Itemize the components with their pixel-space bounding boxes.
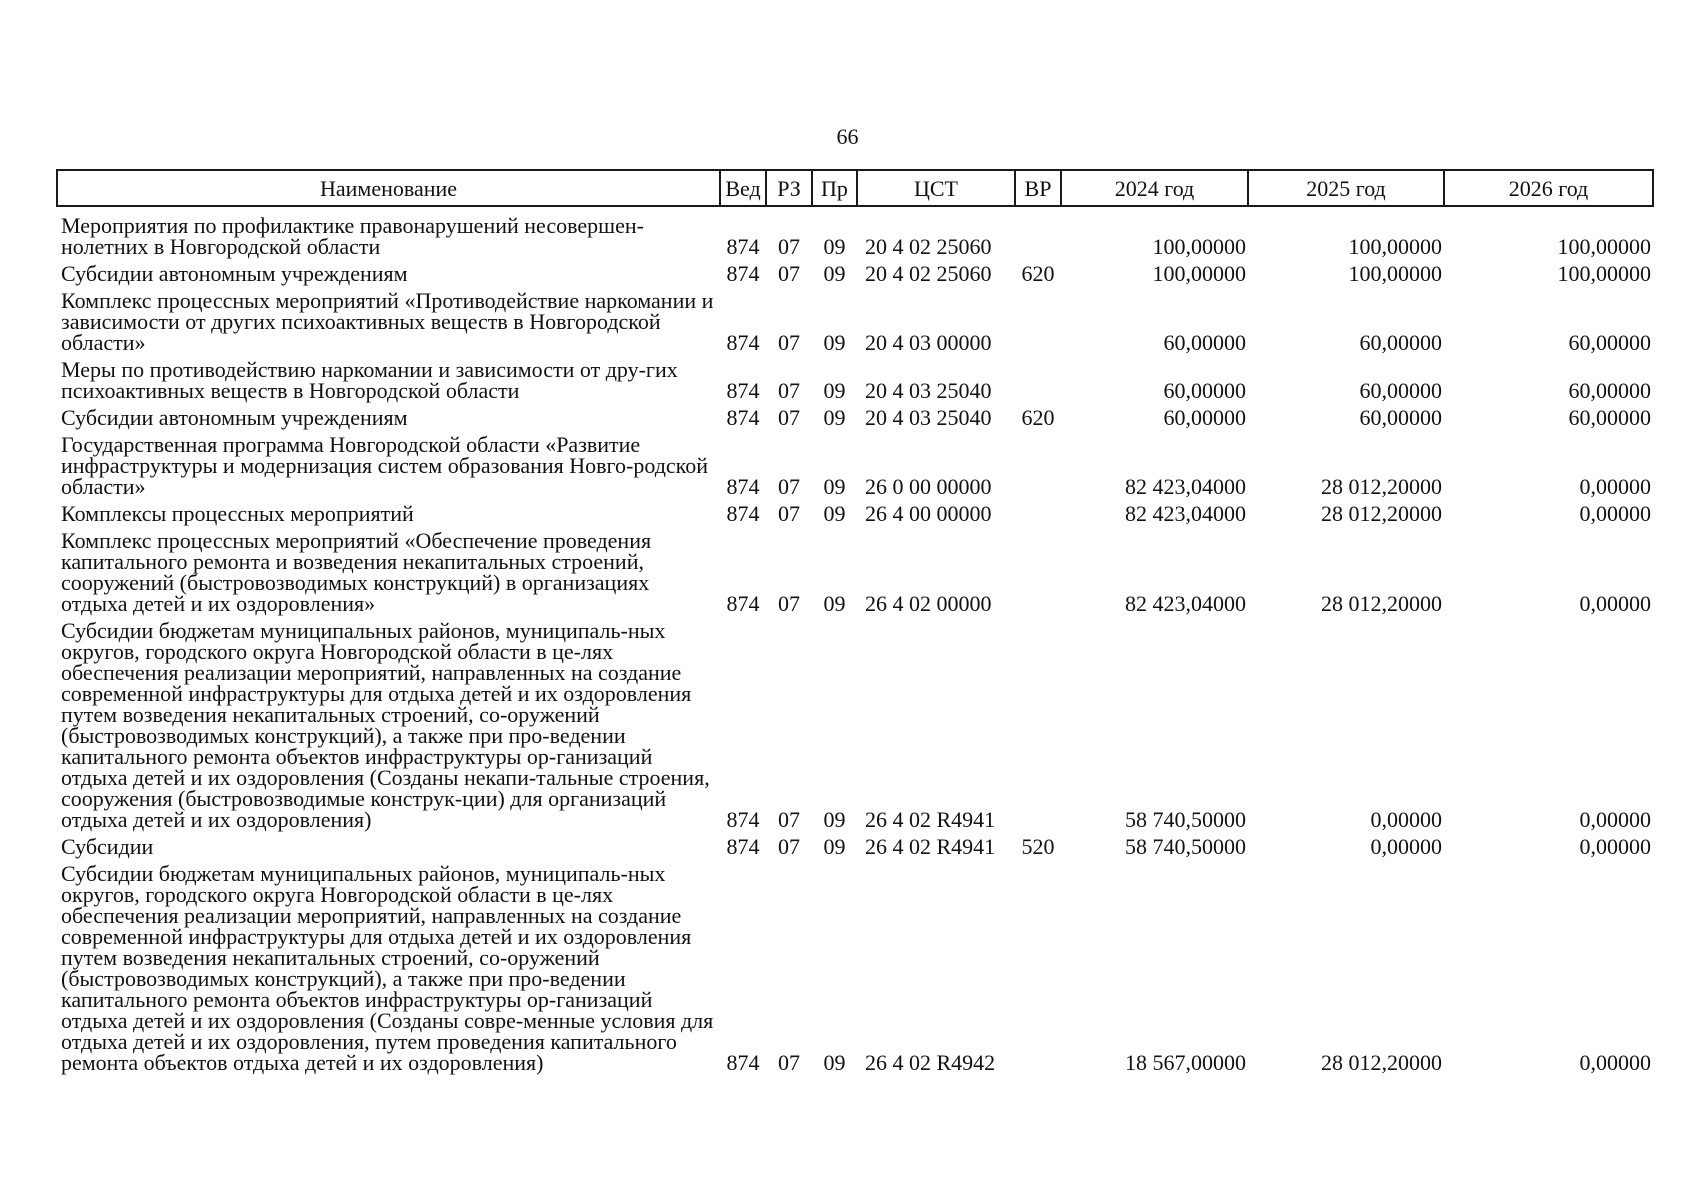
table-row	[57, 206, 1653, 257]
row-pr: 09	[823, 474, 846, 499]
row-2025: 28 012,20000	[1321, 474, 1442, 499]
table-row	[57, 257, 1653, 284]
row-2026: 0,00000	[1579, 834, 1651, 859]
row-pr: 09	[823, 234, 846, 259]
table-row	[57, 857, 1653, 1073]
row-2026: 0,00000	[1579, 474, 1651, 499]
table-row	[57, 428, 1653, 497]
header-2024: 2024 год	[1061, 170, 1248, 206]
row-name: Субсидии автономным учреждениям	[61, 261, 408, 286]
row-ved: 874	[726, 1050, 760, 1075]
row-2025: 60,00000	[1359, 378, 1442, 403]
row-2025: 28 012,20000	[1321, 591, 1442, 616]
table-header-row	[57, 170, 1653, 206]
row-rz: 07	[778, 834, 800, 859]
row-rz: 07	[778, 1050, 800, 1075]
row-vr	[1015, 428, 1061, 497]
row-rz: 07	[778, 261, 800, 286]
row-2026: 0,00000	[1579, 1050, 1651, 1075]
row-ved: 874	[726, 378, 760, 403]
row-vr	[1015, 284, 1061, 353]
table-row	[57, 830, 1653, 857]
row-2024: 60,00000	[1163, 378, 1246, 403]
table-row	[57, 401, 1653, 428]
row-vr	[1015, 524, 1061, 614]
header-vr: ВР	[1015, 170, 1061, 206]
row-cst: 26 4 00 00000	[865, 501, 992, 526]
row-cst: 26 4 02 R4941	[865, 834, 996, 859]
row-2024: 82 423,04000	[1125, 474, 1246, 499]
row-name: Субсидии бюджетам муниципальных районов, муниципаль-ных округов, городского округа Новгородской области в це-лях обеспечения реализации мероприятий, направленных на создание современной инфраструктуры для отдыха детей и их оздоровления путем возведения некапитальных строений, со-оружений (быстровозводимых конструкций), а также при про-ведении капитального ремонта объектов инфраструктуры ор-ганизаций отдыха детей и их оздоровления (Созданы совре-менные условия для отдыха детей и их оздоровления, путем проведения капитального ремонта объектов отдыха детей и их оздоровления)	[61, 861, 714, 1075]
row-2026: 60,00000	[1568, 378, 1651, 403]
row-cst: 20 4 03 25040	[865, 405, 992, 430]
row-vr	[1015, 497, 1061, 524]
row-2026: 100,00000	[1557, 234, 1651, 259]
row-ved: 874	[726, 834, 760, 859]
budget-table	[56, 169, 1654, 1073]
row-name: Субсидии бюджетам муниципальных районов, муниципаль-ных округов, городского округа Новгородской области в це-лях обеспечения реализации мероприятий, направленных на создание современной инфраструктуры для отдыха детей и их оздоровления путем возведения некапитальных строений, со-оружений (быстровозводимых конструкций), а также при про-ведении капитального ремонта объектов инфраструктуры ор-ганизаций отдыха детей и их оздоровления (Созданы некапи-тальные строения, сооружения (быстровозводимые конструк-ции) для организаций отдыха детей и их оздоровления)	[61, 618, 710, 832]
row-pr: 09	[823, 834, 846, 859]
row-pr: 09	[823, 1050, 846, 1075]
row-2025: 60,00000	[1359, 405, 1442, 430]
table-row	[57, 614, 1653, 830]
row-pr: 09	[823, 330, 846, 355]
row-ved: 874	[726, 234, 760, 259]
row-ved: 874	[726, 405, 760, 430]
table-row	[57, 353, 1653, 401]
row-2026: 60,00000	[1568, 405, 1651, 430]
header-name: Наименование	[57, 170, 720, 206]
row-ved: 874	[726, 261, 760, 286]
row-2024: 60,00000	[1163, 330, 1246, 355]
header-rz: РЗ	[766, 170, 812, 206]
header-pr: Пр	[812, 170, 857, 206]
row-vr	[1015, 614, 1061, 830]
row-2026: 0,00000	[1579, 591, 1651, 616]
row-pr: 09	[823, 591, 846, 616]
row-2024: 58 740,50000	[1125, 834, 1246, 859]
row-vr: 620	[1021, 261, 1055, 286]
row-pr: 09	[823, 405, 846, 430]
row-pr: 09	[823, 501, 846, 526]
row-name: Комплекс процессных мероприятий «Обеспечение проведения капитального ремонта и возведения некапитальных строений, сооружений (быстровозводимых конструкций) в организациях отдыха детей и их оздоровления»	[61, 528, 652, 616]
row-rz: 07	[778, 807, 800, 832]
row-ved: 874	[726, 501, 760, 526]
row-2025: 0,00000	[1370, 807, 1442, 832]
row-2025: 100,00000	[1348, 261, 1442, 286]
row-rz: 07	[778, 474, 800, 499]
row-cst: 20 4 02 25060	[865, 261, 992, 286]
header-2026: 2026 год	[1444, 170, 1653, 206]
row-rz: 07	[778, 405, 800, 430]
row-ved: 874	[726, 807, 760, 832]
row-rz: 07	[778, 330, 800, 355]
table-row	[57, 524, 1653, 614]
row-ved: 874	[726, 474, 760, 499]
row-rz: 07	[778, 501, 800, 526]
row-2024: 58 740,50000	[1125, 807, 1246, 832]
row-2026: 60,00000	[1568, 330, 1651, 355]
row-2025: 100,00000	[1348, 234, 1442, 259]
table-row	[57, 497, 1653, 524]
header-ved: Вед	[720, 170, 766, 206]
row-ved: 874	[726, 330, 760, 355]
row-name: Мероприятия по профилактике правонарушений несовершен-нолетних в Новгородской области	[61, 213, 644, 259]
row-pr: 09	[823, 378, 846, 403]
row-2024: 60,00000	[1163, 405, 1246, 430]
row-pr: 09	[823, 261, 846, 286]
header-cst: ЦСТ	[857, 170, 1015, 206]
row-pr: 09	[823, 807, 846, 832]
page-number: 66	[836, 124, 859, 149]
row-2024: 18 567,00000	[1125, 1050, 1246, 1075]
row-cst: 26 4 02 R4942	[865, 1050, 996, 1075]
row-cst: 26 0 00 00000	[865, 474, 992, 499]
row-vr: 520	[1021, 834, 1055, 859]
row-name: Субсидии	[61, 834, 154, 859]
header-2025: 2025 год	[1248, 170, 1444, 206]
row-2024: 82 423,04000	[1125, 501, 1246, 526]
row-rz: 07	[778, 378, 800, 403]
row-cst: 26 4 02 R4941	[865, 807, 996, 832]
row-cst: 26 4 02 00000	[865, 591, 992, 616]
row-2024: 100,00000	[1152, 234, 1246, 259]
row-2026: 0,00000	[1579, 501, 1651, 526]
row-ved: 874	[726, 591, 760, 616]
row-2025: 28 012,20000	[1321, 501, 1442, 526]
row-rz: 07	[778, 591, 800, 616]
row-name: Государственная программа Новгородской области «Развитие инфраструктуры и модернизация систем образования Новго-родской области»	[61, 432, 709, 499]
row-2026: 100,00000	[1557, 261, 1651, 286]
row-vr	[1015, 353, 1061, 401]
row-name: Меры по противодействию наркомании и зависимости от дру-гих психоактивных веществ в Новгородской области	[61, 357, 678, 403]
row-name: Субсидии автономным учреждениям	[61, 405, 408, 430]
row-cst: 20 4 03 25040	[865, 378, 992, 403]
row-2025: 60,00000	[1359, 330, 1442, 355]
row-cst: 20 4 03 00000	[865, 330, 992, 355]
row-2024: 100,00000	[1152, 261, 1246, 286]
row-vr: 620	[1021, 405, 1055, 430]
table-row	[57, 284, 1653, 353]
row-vr	[1015, 206, 1061, 257]
row-2025: 0,00000	[1370, 834, 1442, 859]
row-name: Комплексы процессных мероприятий	[61, 501, 414, 526]
row-2025: 28 012,20000	[1321, 1050, 1442, 1075]
row-name: Комплекс процессных мероприятий «Противодействие наркомании и зависимости от других психоактивных веществ в Новгородской области»	[61, 288, 714, 355]
row-rz: 07	[778, 234, 800, 259]
row-vr	[1015, 857, 1061, 1073]
row-cst: 20 4 02 25060	[865, 234, 992, 259]
row-2024: 82 423,04000	[1125, 591, 1246, 616]
row-2026: 0,00000	[1579, 807, 1651, 832]
